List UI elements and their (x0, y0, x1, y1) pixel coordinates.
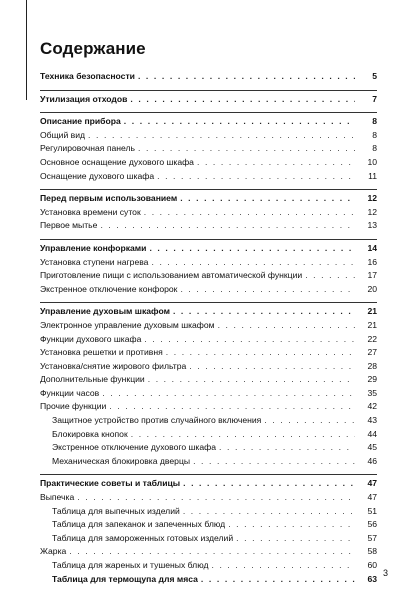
toc-entry-page: 17 (367, 270, 377, 281)
toc-entry[interactable] (40, 142, 377, 156)
toc-entry-page: 28 (367, 360, 377, 371)
toc-entry[interactable] (40, 532, 377, 546)
toc-leader-dots (305, 269, 355, 283)
toc-entry-label: Электронное управление духовым шкафом (40, 319, 215, 330)
toc-entry-label: Оснащение духового шкафа (40, 170, 155, 181)
toc-entry-page: 46 (367, 455, 377, 466)
toc-leader-dots (151, 256, 355, 270)
toc-entry[interactable] (40, 170, 377, 184)
toc-section-heading[interactable] (40, 477, 377, 491)
toc-leader-dots (102, 387, 355, 401)
toc-leader-dots (148, 373, 355, 387)
table-of-contents (40, 70, 377, 586)
toc-section-heading[interactable] (40, 70, 377, 84)
toc-leader-dots (218, 319, 355, 333)
section-divider (40, 90, 377, 91)
toc-entry-label: Механическая блокировка дверцы (52, 455, 191, 466)
toc-entry[interactable] (40, 319, 377, 333)
toc-section-heading[interactable] (40, 305, 377, 319)
toc-entry[interactable] (40, 156, 377, 170)
toc-leader-dots (264, 414, 355, 428)
toc-entry-label: Практические советы и таблицы (40, 478, 181, 489)
toc-leader-dots (100, 219, 355, 233)
toc-entry[interactable] (40, 414, 377, 428)
toc-entry[interactable] (40, 573, 377, 587)
toc-entry[interactable] (40, 269, 377, 283)
toc-entry-label: Утилизация отходов (40, 93, 128, 104)
toc-entry-label: Блокировка кнопок (52, 428, 128, 439)
margin-rule (26, 0, 27, 100)
toc-entry-label: Таблица для запеканок и запеченных блюд (52, 519, 226, 530)
toc-entry-page: 47 (367, 478, 377, 489)
toc-entry-label: Управление конфорками (40, 242, 147, 253)
page-number: 3 (383, 568, 389, 578)
toc-entry[interactable] (40, 441, 377, 455)
toc-entry-label: Функции духового шкафа (40, 333, 142, 344)
toc-entry[interactable] (40, 505, 377, 519)
toc-entry[interactable] (40, 219, 377, 233)
toc-section-heading[interactable] (40, 192, 377, 206)
toc-entry-page: 21 (367, 319, 377, 330)
toc-entry[interactable] (40, 455, 377, 469)
toc-entry[interactable] (40, 206, 377, 220)
toc-entry[interactable] (40, 129, 377, 143)
toc-entry-page: 56 (367, 519, 377, 530)
toc-entry[interactable] (40, 373, 377, 387)
toc-entry-label: Защитное устройство против случайного включения (52, 415, 262, 426)
toc-entry-label: Прочие функции (40, 401, 107, 412)
toc-leader-dots (109, 400, 355, 414)
toc-entry-page: 10 (367, 156, 377, 167)
section-divider (40, 189, 377, 190)
toc-entry-page: 60 (367, 560, 377, 570)
toc-entry[interactable] (40, 387, 377, 401)
toc-entry-page: 47 (367, 492, 377, 503)
toc-leader-dots (149, 242, 355, 256)
toc-entry-label: Установка ступени нагрева (40, 256, 149, 267)
toc-entry-label: Таблица для жареных и тушеных блюд (52, 560, 209, 570)
toc-entry[interactable] (40, 360, 377, 374)
toc-leader-dots (183, 505, 355, 519)
toc-entry-page: 13 (367, 220, 377, 231)
toc-entry[interactable] (40, 545, 377, 559)
toc-leader-dots (183, 477, 355, 491)
toc-entry[interactable] (40, 491, 377, 505)
toc-entry-label: Экстренное отключение духового шкафа (52, 442, 217, 453)
toc-entry-label: Установка решетки и противня (40, 347, 163, 358)
toc-leader-dots (180, 283, 355, 297)
toc-entry-page: 45 (367, 442, 377, 453)
toc-leader-dots (193, 455, 355, 469)
toc-leader-dots (138, 70, 355, 84)
toc-entry-page: 12 (367, 206, 377, 217)
toc-entry[interactable] (40, 256, 377, 270)
toc-entry-label: Жарка (40, 546, 67, 557)
toc-entry[interactable] (40, 333, 377, 347)
toc-entry[interactable] (40, 346, 377, 360)
toc-entry-page: 5 (372, 71, 377, 81)
toc-entry-label: Установка времени суток (40, 206, 141, 217)
toc-entry-label: Таблица для термощупа для мяса (52, 573, 198, 584)
toc-leader-dots (166, 346, 355, 360)
toc-entry-page: 14 (367, 242, 377, 253)
toc-entry-page: 11 (368, 170, 377, 181)
toc-entry-label: Перед первым использованием (40, 193, 178, 204)
toc-leader-dots (124, 115, 355, 129)
toc-entry-page: 35 (367, 387, 377, 398)
toc-entry-label: Управление духовым шкафом (40, 306, 170, 317)
toc-leader-dots (144, 333, 355, 347)
toc-leader-dots (77, 491, 355, 505)
toc-leader-dots (201, 573, 355, 587)
toc-entry-page: 8 (372, 116, 377, 127)
toc-leader-dots (228, 518, 355, 532)
toc-entry-label: Первое мытье (40, 220, 98, 231)
toc-entry-page: 51 (367, 505, 377, 516)
toc-entry-label: Регулировочная панель (40, 143, 136, 154)
toc-entry-page: 16 (367, 256, 377, 267)
toc-leader-dots (236, 532, 355, 546)
toc-entry-label: Техника безопасности (40, 71, 135, 81)
toc-leader-dots (189, 360, 355, 374)
toc-entry-page: 29 (367, 374, 377, 385)
toc-entry-label: Функции часов (40, 387, 100, 398)
toc-leader-dots (88, 129, 355, 143)
toc-entry-page: 21 (367, 306, 377, 317)
toc-entry-label: Таблица для выпечных изделий (52, 505, 180, 516)
toc-entry-page: 63 (367, 573, 377, 584)
toc-entry-label: Приготовление пищи с использованием автоматической функции (40, 270, 303, 281)
toc-leader-dots (219, 441, 355, 455)
section-divider (40, 302, 377, 303)
toc-entry-label: Общий вид (40, 129, 86, 140)
toc-leader-dots (138, 142, 355, 156)
toc-leader-dots (130, 93, 355, 107)
toc-entry-label: Установка/снятие жирового фильтра (40, 360, 187, 371)
toc-entry-page: 22 (367, 333, 377, 344)
section-divider (40, 474, 377, 475)
toc-section-heading[interactable] (40, 93, 377, 107)
toc-entry-page: 44 (367, 428, 377, 439)
toc-entry[interactable] (40, 559, 377, 573)
toc-entry-label: Основное оснащение духового шкафа (40, 156, 194, 167)
toc-entry-page: 8 (372, 143, 377, 154)
toc-leader-dots (211, 559, 355, 573)
toc-entry[interactable] (40, 283, 377, 297)
toc-leader-dots (69, 545, 355, 559)
toc-entry-page: 58 (367, 546, 377, 557)
toc-entry[interactable] (40, 518, 377, 532)
toc-entry-label: Выпечка (40, 492, 75, 503)
toc-leader-dots (197, 156, 355, 170)
toc-entry-label: Описание прибора (40, 116, 121, 127)
toc-entry-page: 57 (367, 532, 377, 543)
toc-leader-dots (131, 428, 355, 442)
toc-leader-dots (173, 305, 355, 319)
section-divider (40, 112, 377, 113)
toc-entry-page: 42 (367, 401, 377, 412)
toc-entry-page: 8 (372, 129, 377, 140)
toc-section-heading[interactable] (40, 115, 377, 129)
toc-leader-dots (180, 192, 355, 206)
toc-entry[interactable] (40, 400, 377, 414)
toc-entry-page: 27 (367, 347, 377, 358)
toc-entry-page: 7 (372, 93, 377, 104)
toc-entry-label: Экстренное отключение конфорок (40, 283, 178, 294)
page-title: Содержание (40, 39, 146, 58)
toc-entry-label: Дополнительные функции (40, 374, 145, 385)
toc-leader-dots (144, 206, 355, 220)
toc-entry[interactable] (40, 428, 377, 442)
toc-entry-page: 43 (367, 415, 377, 426)
toc-leader-dots (157, 170, 355, 184)
section-divider (40, 239, 377, 240)
toc-entry-page: 20 (367, 283, 377, 294)
toc-entry-label: Таблица для замороженных готовых изделий (52, 532, 234, 543)
toc-entry-page: 12 (367, 193, 377, 204)
toc-section-heading[interactable] (40, 242, 377, 256)
